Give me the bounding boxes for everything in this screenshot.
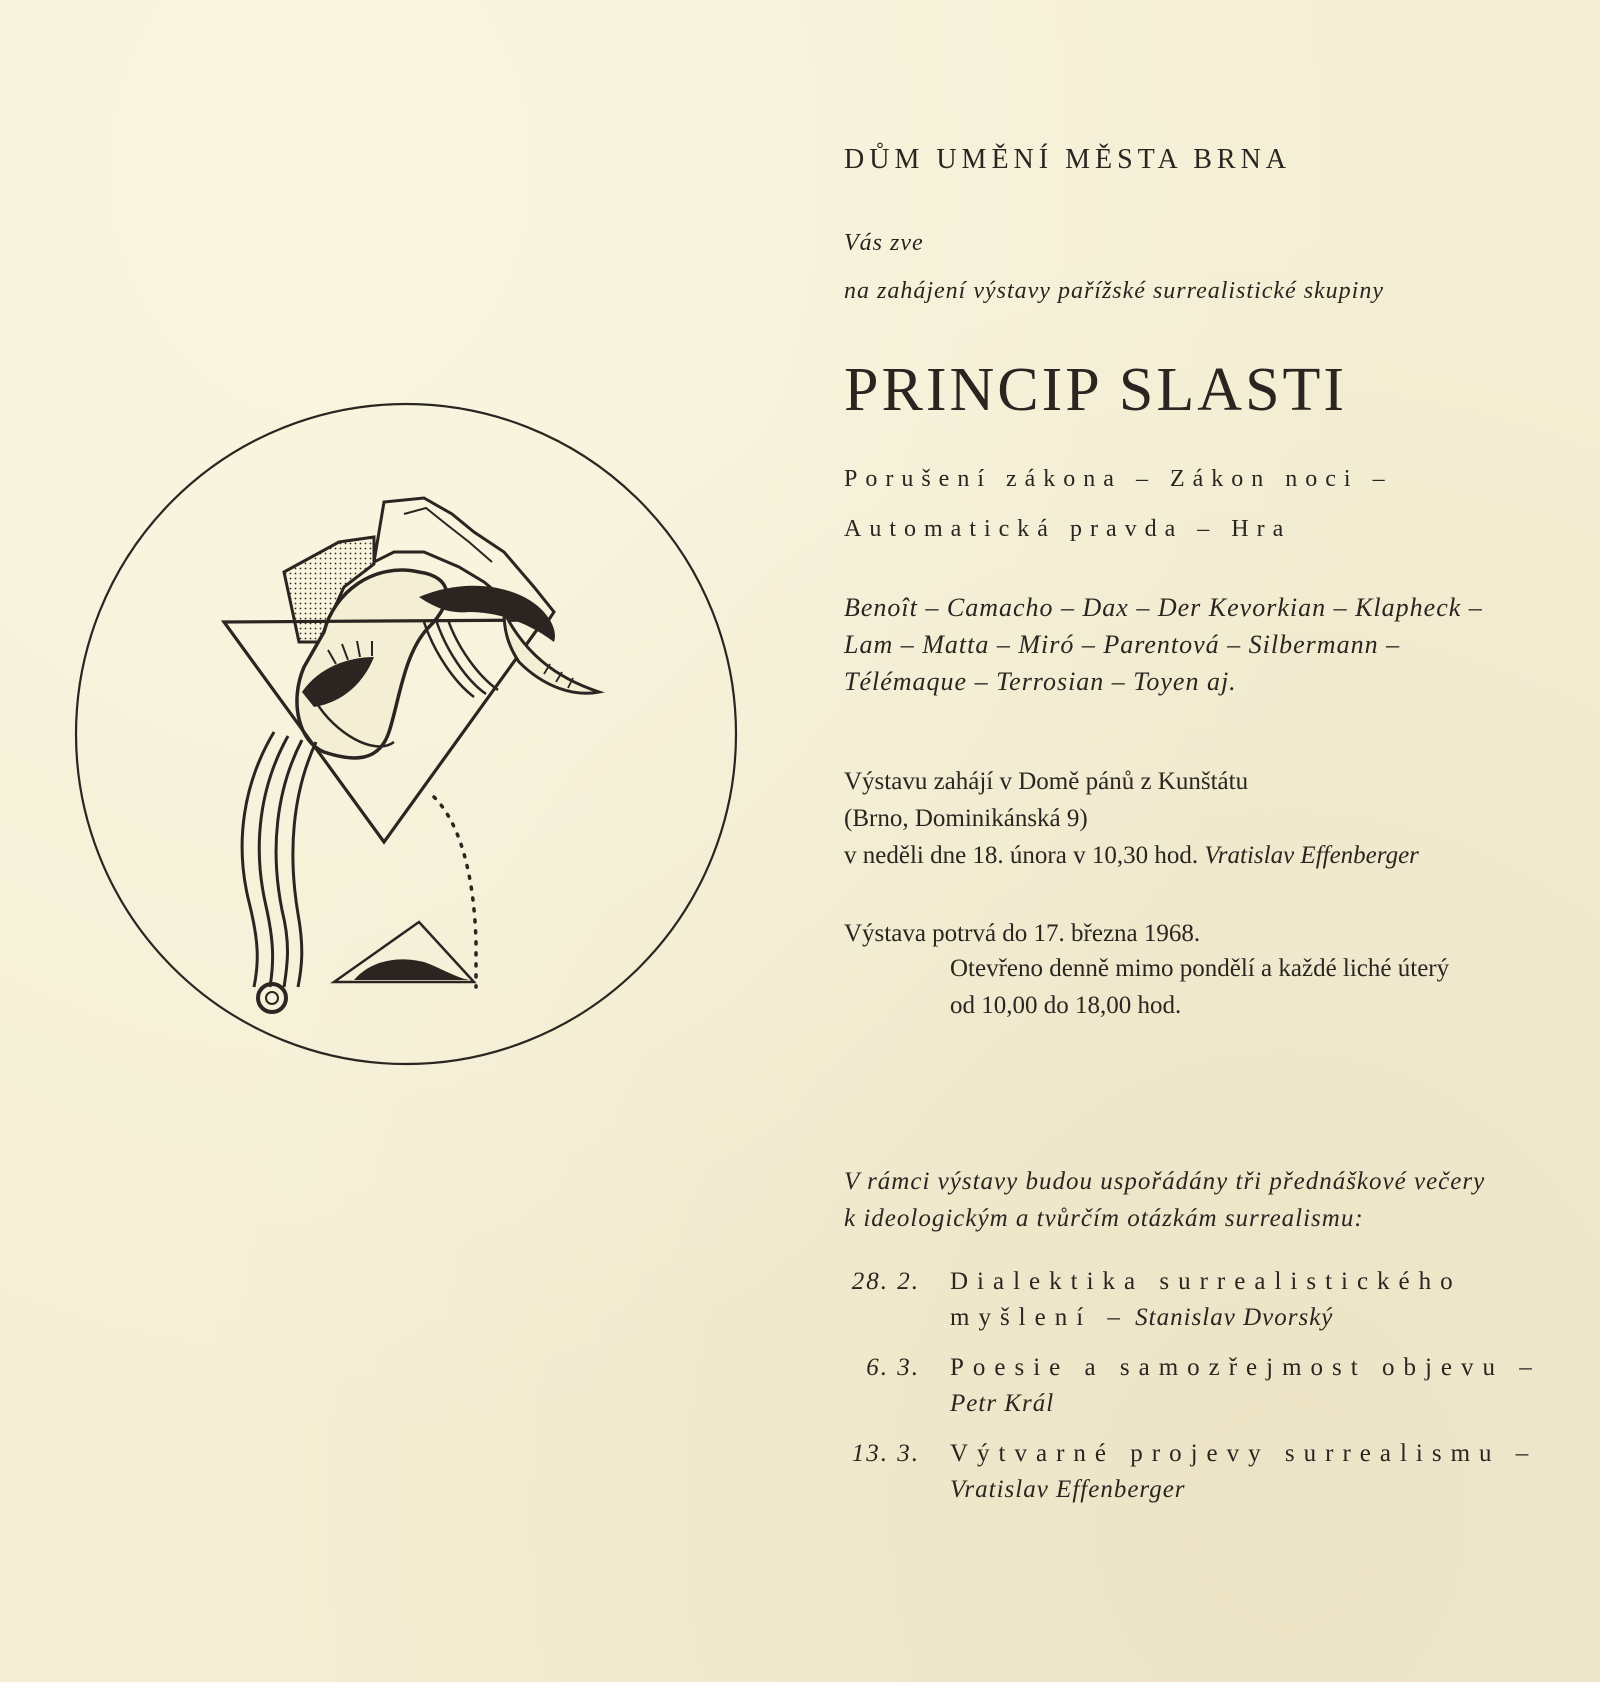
lecture-date: 28. 2.	[851, 1268, 920, 1295]
duration-line-1: Výstava potrvá do 17. března 1968.	[844, 920, 1201, 947]
venue-line-2: (Brno, Dominikánská 9)	[844, 805, 1088, 832]
invitation-line-2: na zahájení výstavy pařížské surrealistické skupiny	[844, 278, 1384, 304]
institution-name: DŮM UMĚNÍ MĚSTA BRNA	[844, 144, 1292, 175]
exhibition-title: PRINCIP SLASTI	[844, 356, 1348, 424]
opening-speaker: Vratislav Effenberger	[1204, 842, 1419, 869]
artists-line-2: Lam – Matta – Miró – Parentová – Silbermann –	[844, 630, 1401, 659]
subtitle-line-1: Porušení zákona – Zákon noci –	[844, 466, 1393, 492]
artists-line-1: Benoît – Camacho – Dax – Der Kevorkian – Klapheck –	[844, 593, 1483, 622]
subtitle-line-2: Automatická pravda – Hra	[844, 516, 1292, 542]
lectures-intro-line-2: k ideologickým a tvůrčím otázkám surrealismu:	[844, 1205, 1364, 1232]
lecture-title-line-2: myšlení –	[950, 1304, 1129, 1331]
surrealist-emblem-illustration	[74, 402, 738, 1066]
lecture-speaker: Vratislav Effenberger	[950, 1476, 1186, 1503]
lecture-title-cont	[950, 1304, 1333, 1332]
lecture-date: 13. 3.	[851, 1440, 920, 1467]
lectures-intro-line-1: V rámci výstavy budou uspořádány tři přednáškové večery	[844, 1168, 1486, 1195]
lecture-speaker: Petr Král	[950, 1390, 1055, 1417]
lecture-date: 6. 3.	[866, 1354, 920, 1381]
lecture-title: Poesie a samozřejmost objevu –	[950, 1354, 1541, 1381]
opening-hours-line-2: od 10,00 do 18,00 hod.	[950, 992, 1182, 1019]
lecture-title-cont	[950, 1476, 1186, 1504]
invitation-line-1: Vás zve	[844, 230, 924, 256]
artists-line-3: Télémaque – Terrosian – Toyen aj.	[844, 667, 1237, 696]
venue-line-3	[844, 842, 1419, 870]
lecture-title: Dialektika surrealistického	[950, 1268, 1462, 1295]
venue-date-time: v neděli dne 18. února v 10,30 hod.	[844, 842, 1199, 869]
opening-hours-line-1: Otevřeno denně mimo pondělí a každé liché úterý	[950, 955, 1450, 982]
lecture-title: Výtvarné projevy surrealismu –	[950, 1440, 1538, 1467]
lecture-title-cont	[950, 1390, 1054, 1418]
lecture-speaker: Stanislav Dvorský	[1135, 1304, 1334, 1331]
venue-line-1: Výstavu zahájí v Domě pánů z Kunštátu	[844, 768, 1249, 795]
